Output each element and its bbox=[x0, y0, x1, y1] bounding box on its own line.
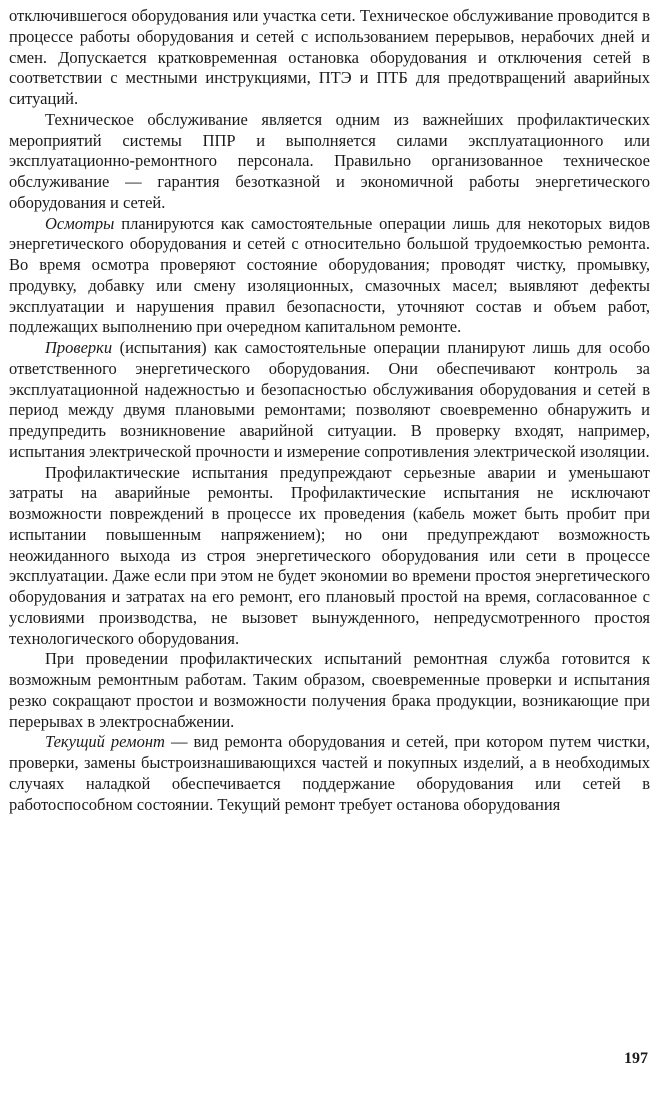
paragraph-repair-service bbox=[9, 649, 650, 732]
term-inspections: Осмотры bbox=[45, 213, 115, 233]
paragraph-text: (испытания) как самостоятельные операции планируют лишь для особо ответственного энергетического оборудования. Они обеспечивают контроль за эксплуатационной надежностью и безопасностью обслуживания оборудования и сетей в период между двумя плановыми ремонтами; позволяют своевременно обнаружить и предупредить возникновение аварийной ситуации. В проверку входят, например, испытания электрической прочности и измерение сопротивления электрической изоляции. bbox=[9, 338, 650, 461]
paragraph-text: планируются как самостоятельные операции лишь для некоторых видов энергетического оборудования и сетей с относительно большой трудоемкостью ремонта. Во время осмотра проверяют состояние оборудования; проводят чистку, промывку, продувку, добавку или смену изоляционных, смазочных масел; выявляют дефекты эксплуатации и нарушения правил безопасности, уточняют состав и объем работ, подлежащих выполнению при очередном капитальном ремонте. bbox=[9, 213, 650, 337]
paragraph-current-repair bbox=[9, 732, 650, 815]
paragraph-text: отключившегося оборудования или участка сети. Техническое обслуживание проводится в процессе работы оборудования и сетей с использованием перерывов, нерабочих дней и смен. Допускается кратковременная остановка оборудования и отключения сетей в соответствии с местными инструкциями, ПТЭ и ПТБ для предотвращений аварийных ситуаций. bbox=[9, 6, 650, 108]
paragraph-maintenance-importance bbox=[9, 110, 650, 214]
paragraph-text: Техническое обслуживание является одним из важнейших профилактических мероприятий системы ППР и выполняется силами эксплуатационного или эксплуатационно-ремонтного персонала. Правильно организованное техническое обслуживание — гарантия безотказной и экономичной работы энергетического оборудования и сетей. bbox=[9, 109, 650, 212]
page-number: 197 bbox=[624, 1050, 648, 1067]
paragraph-inspections bbox=[9, 214, 650, 339]
paragraph-continuation bbox=[9, 6, 650, 110]
paragraph-checks bbox=[9, 338, 650, 463]
paragraph-preventive-tests bbox=[9, 463, 650, 650]
term-current-repair: Текущий ремонт bbox=[45, 732, 165, 752]
paragraph-text: При проведении профилактических испытаний ремонтная служба готовится к возможным ремонтным работам. Таким образом, своевременные проверки и испытания резко сокращают простои и возможности получения брака продукции, возникающие при перерывах в электроснабжении. bbox=[9, 649, 650, 731]
body-text bbox=[9, 6, 650, 815]
term-checks: Проверки bbox=[45, 338, 113, 357]
paragraph-text: Профилактические испытания предупреждают серьезные аварии и уменьшают затраты на аварийные ремонты. Профилактические испытания не исключают возможности повреждений в процессе их проведения (кабель может быть пробит при испытании повышенным напряжением); но они предупреждают возможность неожиданного выхода из строя энергетического оборудования или сети в процессе эксплуатации. Даже если при этом не будет экономии во времени простоя энергетического оборудования и затратах на его ремонт, его плановый простой на время, согласованное с условиями производства, не вызовет вынужденного, непредусмотренного простоя технологического оборудования. bbox=[9, 462, 650, 648]
paragraph-text: — вид ремонта оборудования и сетей, при котором путем чистки, проверки, замены быстроизнашивающихся частей и покупных изделий, а в необходимых случаях наладкой обеспечивается поддержание оборудования или сетей в работоспособном состоянии. Текущий ремонт требует останова оборудования bbox=[9, 732, 651, 814]
